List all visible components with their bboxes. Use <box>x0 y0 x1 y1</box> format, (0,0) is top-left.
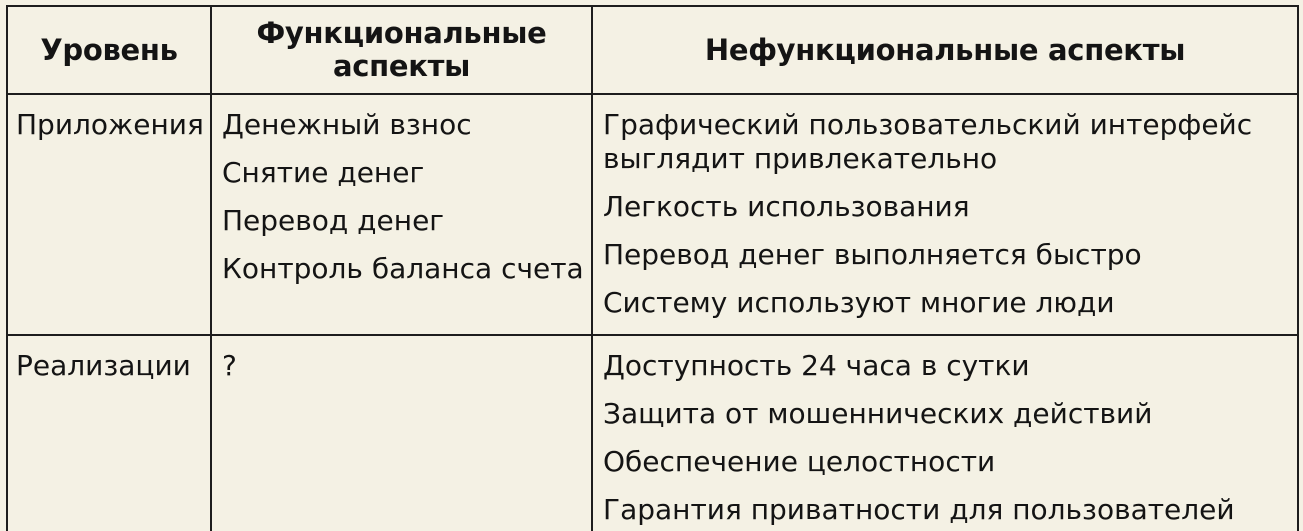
list-item: Денежный взнос <box>222 108 472 141</box>
level-cell: Приложения <box>7 94 211 335</box>
list-item: Систему используют многие люди <box>603 286 1115 319</box>
table-header-row <box>7 6 1298 94</box>
nonfunctional-cell <box>592 335 1298 531</box>
list-item: Защита от мошеннических действий <box>603 397 1153 430</box>
list-item: ? <box>222 349 237 382</box>
list-item: Гарантия приватности для пользователей <box>603 493 1235 526</box>
list-item: Снятие денег <box>222 156 425 189</box>
list-item: Графический пользовательский интерфейс выглядит привлекательно <box>603 108 1253 175</box>
functional-cell <box>211 335 592 531</box>
list-item: Перевод денег <box>222 204 445 237</box>
table-row <box>7 94 1298 335</box>
aspects-table <box>6 5 1299 531</box>
list-item: Доступность 24 часа в сутки <box>603 349 1030 382</box>
level-cell: Реализации <box>7 335 211 531</box>
list-item: Легкость использования <box>603 190 970 223</box>
list-item: Перевод денег выполняется быстро <box>603 238 1142 271</box>
functional-cell <box>211 94 592 335</box>
header-level: Уровень <box>7 6 211 94</box>
header-functional: Функциональные аспекты <box>211 6 592 94</box>
table-row <box>7 335 1298 531</box>
list-item: Обеспечение целостности <box>603 445 996 478</box>
nonfunctional-cell <box>592 94 1298 335</box>
header-nonfunctional: Нефункциональные аспекты <box>592 6 1298 94</box>
list-item: Контроль баланса счета <box>222 252 584 285</box>
